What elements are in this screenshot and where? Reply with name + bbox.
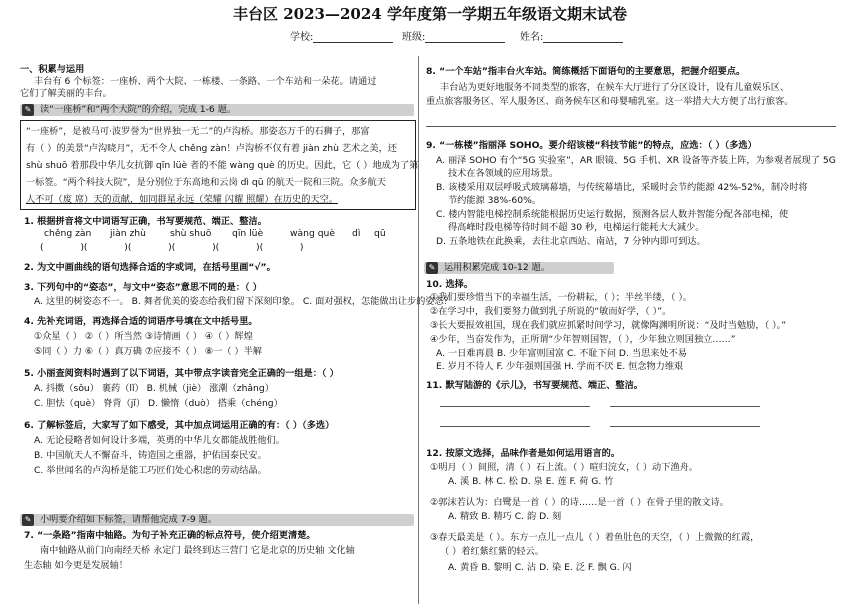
- section-band-1: [20, 104, 414, 116]
- passage-line: 有（ ）的美景“卢沟晓月”，无不令人 chěng zàn！卢沟桥不仅有着 jiàn zhù 艺术之美，还: [26, 143, 397, 154]
- question-5-row-2: C. 胆怯（què） 脊背（jǐ） D. 懒惰（duò） 搭乘（chéng）: [34, 398, 283, 409]
- question-5: 5. 小丽查阅资料时遇到了以下词语，其中带点字读音完全正确的一组是：（ ）: [24, 368, 339, 379]
- name-field: 姓名:: [520, 28, 623, 43]
- question-10-item-2: ②在学习中，我们要努力做到乳子所说的“敏而好学，（ ）”。: [430, 306, 672, 317]
- answer-line: [610, 406, 760, 407]
- pinyin-1: chěng zàn: [44, 228, 92, 239]
- pinyin-7: qū: [374, 228, 386, 239]
- question-12-options-1: A. 溪 B. 林 C. 松 D. 泉 E. 莲 F. 荷 G. 竹: [448, 476, 614, 487]
- answer-line: [426, 126, 836, 127]
- question-9-c2: 得高峰时段电梯等待时间不超 30 秒，电梯运行能耗大大减少。: [448, 222, 705, 233]
- question-9-b1: B. 该楼采用双层呼吸式玻璃幕墙，与传统幕墙比，采暖时会节约能源 42%-52%，制冷时将: [436, 182, 808, 193]
- question-6-option-a: A. 无论侵略者如何设计多端，英勇的中华儿女都能战胜他们。: [34, 435, 285, 446]
- answer-line: [440, 406, 590, 407]
- question-9: 9. “一栋楼”指丽泽 SOHO。要介绍该楼“科技节能”的特点，应选：（ ）（多选）: [426, 140, 757, 151]
- question-6-option-c: C. 举世闻名的卢沟桥是能工巧匠们处心积虑的劳动结晶。: [34, 465, 267, 476]
- question-9-c1: C. 楼内智能电梯控制系统能根据历史运行数据，预测各层人数并智能分配各部电梯，使: [436, 209, 789, 220]
- question-7-line-2: 生态轴 如今更是发展轴！: [24, 560, 128, 571]
- pinyin-6: dì: [352, 228, 361, 239]
- question-1: 1. 根据拼音将文中词语写正确，书写要规范、端正、整洁。: [24, 216, 267, 227]
- band-label: 运用积累完成 10-12 题。: [444, 262, 551, 273]
- class-blank: [425, 32, 505, 43]
- question-12-options-3: A. 黄昏 B. 黎明 C. 沾 D. 染 E. 泛 F. 飘 G. 闪: [448, 562, 632, 573]
- name-blank: [543, 32, 623, 43]
- question-4: 4. 先补充词语，再选择合适的词语序号填在文中括号里。: [24, 316, 258, 327]
- question-10-item-4: ④少年，当奋发作为，正所谓“少年智则国智，（ ），少年独立则国独立……”: [430, 334, 736, 345]
- intro-line-1: 丰台有 6 个标签：一座桥、两个大院、一栋楼、一条路、一个车站和一朵花。请通过: [34, 76, 377, 87]
- pinyin-3: shù shuō: [170, 228, 212, 239]
- section-band-3: [424, 262, 614, 274]
- passage-line: “一座桥”，是被马可·波罗誉为“世界独一无二”的卢沟桥。那姿态万千的石狮子，那富: [26, 126, 370, 137]
- question-9-a2: 技术在各领域的应用场景。: [448, 168, 559, 179]
- passage-line: shù shuō 着那段中华儿女抗御 qīn lüè 者的不能 wàng què 的历史。因此，它（ ）地成为了第: [26, 160, 419, 171]
- question-9-d: D. 五条地铁在此换乘，去往北京西站、南站，7 分钟内即可到达。: [436, 236, 706, 247]
- passage-line: 人不可（废 席）天的贡献，如同群星永远（荣耀 闪耀 照耀）在历史的天空。: [26, 194, 338, 205]
- question-10-options-2: E. 岁月不待人 F. 少年强则国强 H. 学而不厌 E. 恒念物力维艰: [436, 361, 684, 372]
- question-3: 3. 下列句中的“姿态”，与文中“姿态”意思不同的是：（ ）: [24, 282, 262, 293]
- section-heading: 一、积累与运用: [20, 64, 85, 75]
- column-divider: [418, 56, 419, 604]
- pinyin-5: wàng què: [290, 228, 336, 239]
- question-12-item-3b: （ ）着红紫红紫的轻云。: [440, 546, 544, 557]
- question-6-option-b: B. 中国航天人不懈奋斗，铸造国之重器，护佑国泰民安。: [34, 450, 267, 461]
- school-field: 学校:: [290, 28, 393, 43]
- question-4-row-1: ①众星（ ） ②（ ）所当然 ③诗情画（ ） ④（ ）辉煌: [34, 331, 253, 342]
- passage-line: 一标签。“两个科技大院”，是分别位于东高地和云岗 dì qū 的航天一院和三院。众多航天: [26, 177, 386, 188]
- question-12-item-2: ②郭沫若认为：白鹭是一首（ ）的诗……是一首（ ）在骨子里的散文诗。: [430, 497, 729, 508]
- pencil-icon: ✎: [22, 514, 34, 526]
- band-label: 读“一座桥”和“两个大院”的介绍，完成 1-6 题。: [40, 104, 237, 115]
- question-8-text-2: 重点旅客服务区、军人服务区、商务候车区和母婴哺乳室。这一举措大大方便了出行旅客。: [426, 96, 794, 107]
- question-6: 6. 了解标签后，大家写了如下感受，其中加点词运用正确的有：（ ）（多选）: [24, 420, 335, 431]
- pinyin-4: qīn lüè: [232, 228, 264, 239]
- pencil-icon: ✎: [426, 262, 438, 274]
- class-field: 班级:: [402, 28, 505, 43]
- question-8-text-1: 丰台站为更好地服务不同类型的旅客，在候车大厅进行了分区设计，设有儿童娱乐区、: [440, 82, 790, 93]
- question-5-row-1: A. 抖擞（sǒu） 裹药（lǐ） B. 机械（jiè） 涨潮（zhǎng）: [34, 383, 274, 394]
- question-10-item-3: ③长大要报效祖国，现在我们就应抓紧时间学习，就像陶渊明所说：“及时当勉励，（ ）。”: [430, 320, 786, 331]
- question-12: 12. 按原文选择，品味作者是如何运用语言的。: [426, 448, 621, 459]
- question-10-options-1: A. 一日难再晨 B. 少年富则国富 C. 不耻下问 D. 当思来处不易: [436, 348, 687, 359]
- question-7: 7. “一条路”指南中轴路。为句子补充正确的标点符号，使介绍更清楚。: [24, 530, 316, 541]
- question-10: 10. 选择。: [426, 279, 474, 290]
- question-2: 2. 为文中画曲线的语句选择合适的字或词，在括号里画“√”。: [24, 262, 276, 273]
- exam-title: 丰台区 2023—2024 学年度第一学期五年级语文期末试卷: [233, 5, 627, 23]
- question-12-item-1: ①明月（ ）间照，清（ ）石上流。（ ）喧归浣女，（ ）动下渔舟。: [430, 462, 698, 473]
- question-8: 8. “一个车站”指丰台火车站。简练概括下面语句的主要意思，把握介绍要点。: [426, 66, 746, 77]
- section-band-2: [20, 514, 414, 526]
- school-blank: [313, 32, 393, 43]
- question-4-row-2: ⑤同（ ）力 ⑥（ ）真万确 ⑦应接不（ ） ⑧一（ ）半解: [34, 346, 262, 357]
- pinyin-2: jiàn zhù: [110, 228, 146, 239]
- answer-line: [440, 426, 590, 427]
- pencil-icon: ✎: [22, 104, 34, 116]
- intro-line-2: 它们了解美丽的丰台。: [20, 88, 112, 99]
- answer-brackets: ( )( )( )( )( )( ): [40, 242, 304, 253]
- question-7-line-1: 南中轴路从前门向南经天桥 永定门 最终到达三营门 它是北京的历史轴 文化轴: [40, 545, 355, 556]
- answer-line: [610, 426, 760, 427]
- question-10-item-1: ①我们要珍惜当下的幸福生活，一份耕耘，（ ）；半丝半缕，（ ）。: [430, 292, 693, 303]
- question-9-a1: A. 丽泽 SOHO 有个“5G 实验室”，AR 眼镜、5G 手机、XR 设备等齐装上阵，为参观者展现了 5G: [436, 155, 836, 166]
- question-3-options: A. 这里的树姿态不一。 B. 舞者优美的姿态给我们留下深刻印象。 C. 面对强权，怎能做出让步的姿态？: [34, 296, 453, 307]
- question-12-options-2: A. 精致 B. 精巧 C. 韵 D. 刻: [448, 511, 562, 522]
- question-11: 11. 默写陆游的《示儿》，书写要规范、端正、整洁。: [426, 380, 643, 391]
- question-12-item-3: ③春天最美是（ ）。东方一点儿一点儿（ ）着鱼肚色的天空，（ ）上微微的红霞，: [430, 532, 760, 543]
- question-9-b2: 节约能源 38%-60%。: [448, 195, 542, 206]
- band-label: 小明要介绍如下标签，请帮他完成 7-9 题。: [40, 514, 218, 525]
